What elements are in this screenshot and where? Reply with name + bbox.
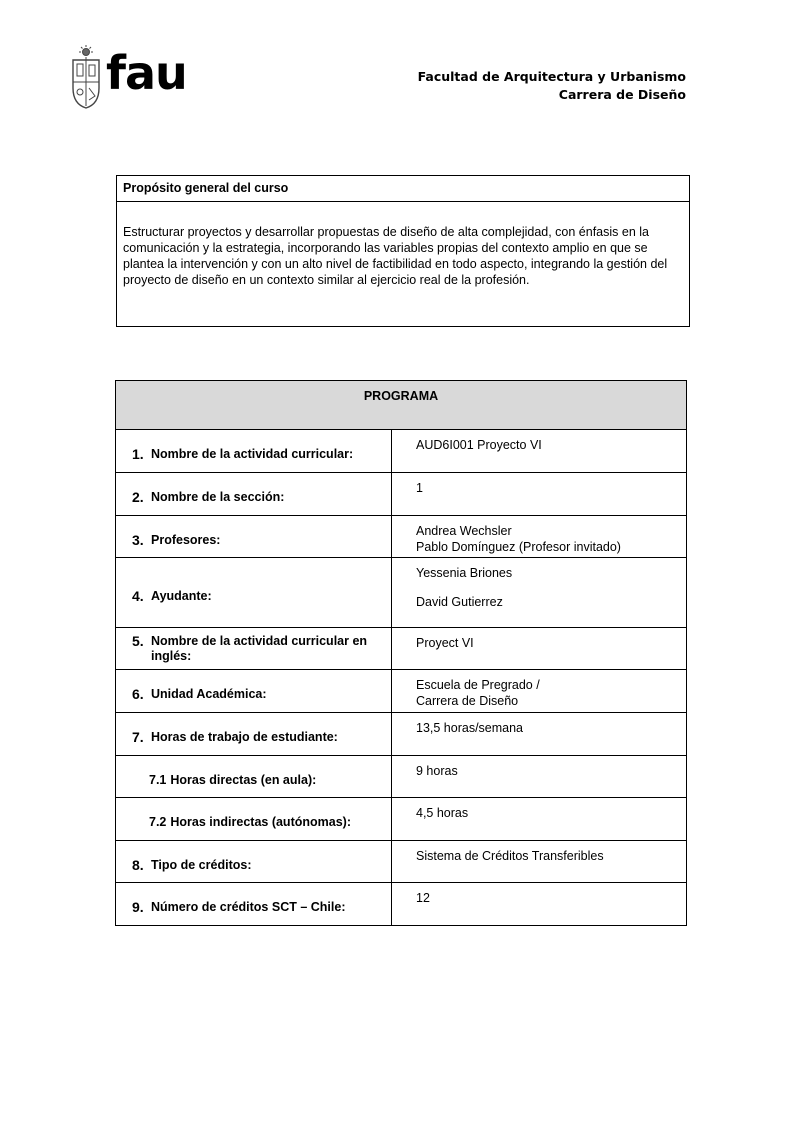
- row-value: [392, 713, 687, 756]
- row-value-text: Andrea Wechsler: [416, 524, 512, 538]
- row-value-text-2: Carrera de Diseño: [416, 694, 519, 708]
- row-label: Tipo de créditos:: [151, 857, 252, 872]
- row-value: [392, 628, 687, 670]
- table-row: [116, 756, 687, 798]
- fau-logo-text: fau: [106, 46, 187, 100]
- row-value: [392, 756, 687, 798]
- row-value: [392, 841, 687, 883]
- programa-header-row: [116, 381, 687, 430]
- row-value-text: Escuela de Pregrado /: [416, 678, 540, 692]
- row-number: 6.: [132, 686, 144, 702]
- table-row: [116, 713, 687, 756]
- table-row: [116, 430, 687, 473]
- table-row: [116, 670, 687, 713]
- table-row: [116, 883, 687, 926]
- row-label: Profesores:: [151, 532, 221, 547]
- faculty-name: Facultad de Arquitectura y Urbanismo: [417, 69, 686, 84]
- row-label: Ayudante:: [151, 588, 212, 603]
- row-value-text: Yessenia Briones: [416, 566, 513, 580]
- row-label: Nombre de la actividad curricular en inglés:: [151, 634, 368, 663]
- row-number: 7.1: [149, 772, 167, 787]
- row-label: Horas directas (en aula):: [170, 772, 317, 787]
- row-value: [392, 670, 687, 713]
- row-number: 8.: [132, 856, 144, 873]
- row-value-text-2: Pablo Domínguez (Profesor invitado): [416, 540, 621, 554]
- programa-table: [115, 380, 687, 926]
- table-row: [116, 473, 687, 516]
- row-label: Nombre de la actividad curricular:: [151, 447, 354, 461]
- row-number: 2.: [132, 489, 144, 505]
- row-value: [392, 558, 687, 628]
- row-label: Horas de trabajo de estudiante:: [151, 730, 338, 744]
- row-label: Número de créditos SCT – Chile:: [151, 900, 346, 914]
- proposito-box: [116, 175, 690, 327]
- row-value-text-2: David Gutierrez: [416, 595, 503, 609]
- row-number: 5.: [132, 633, 144, 649]
- row-value: [392, 430, 687, 473]
- table-row: [116, 841, 687, 883]
- header-institution: [418, 68, 686, 104]
- row-value: [392, 516, 687, 558]
- table-row: [116, 798, 687, 841]
- row-value-text: Proyect VI: [416, 636, 474, 650]
- row-value-text: 1: [416, 481, 423, 495]
- row-value-text: Sistema de Créditos Transferibles: [416, 849, 604, 863]
- row-value-text: 9 horas: [416, 764, 458, 778]
- row-value-text: 12: [416, 891, 430, 905]
- row-number: 3.: [132, 531, 144, 548]
- table-row: [116, 516, 687, 558]
- row-value: [392, 883, 687, 926]
- row-value-text: 4,5 horas: [416, 806, 469, 820]
- row-value: [392, 473, 687, 516]
- row-number: 1.: [132, 446, 144, 462]
- table-row: [116, 628, 687, 670]
- row-number: 7.: [132, 729, 144, 745]
- row-number: 7.2: [149, 815, 167, 829]
- row-number: 4.: [132, 587, 144, 604]
- table-row: [116, 558, 687, 628]
- row-number: 9.: [132, 899, 144, 915]
- career-name: Carrera de Diseño: [558, 87, 686, 102]
- proposito-body: Estructurar proyectos y desarrollar propuestas de diseño de alta complejidad, con énfasis en la comunicación y la estrategia, incorporando las variables propias del contexto amplio en que se plantea la intervención y con un alto nivel de factibilidad en todo aspecto, integrando la gestión del proyecto de diseño en un contexto similar al ejercicio real de la profesión.: [123, 225, 668, 287]
- row-label: Nombre de la sección:: [151, 490, 285, 504]
- row-value-text: 13,5 horas/semana: [416, 721, 524, 735]
- university-seal-icon: [70, 44, 104, 114]
- programa-title: PROGRAMA: [116, 381, 687, 430]
- proposito-title: Propósito general del curso: [117, 176, 689, 202]
- row-label: Horas indirectas (autónomas):: [170, 815, 351, 829]
- row-value-text: AUD6I001 Proyecto VI: [416, 438, 542, 452]
- row-label: Unidad Académica:: [151, 687, 267, 701]
- row-value: [392, 798, 687, 841]
